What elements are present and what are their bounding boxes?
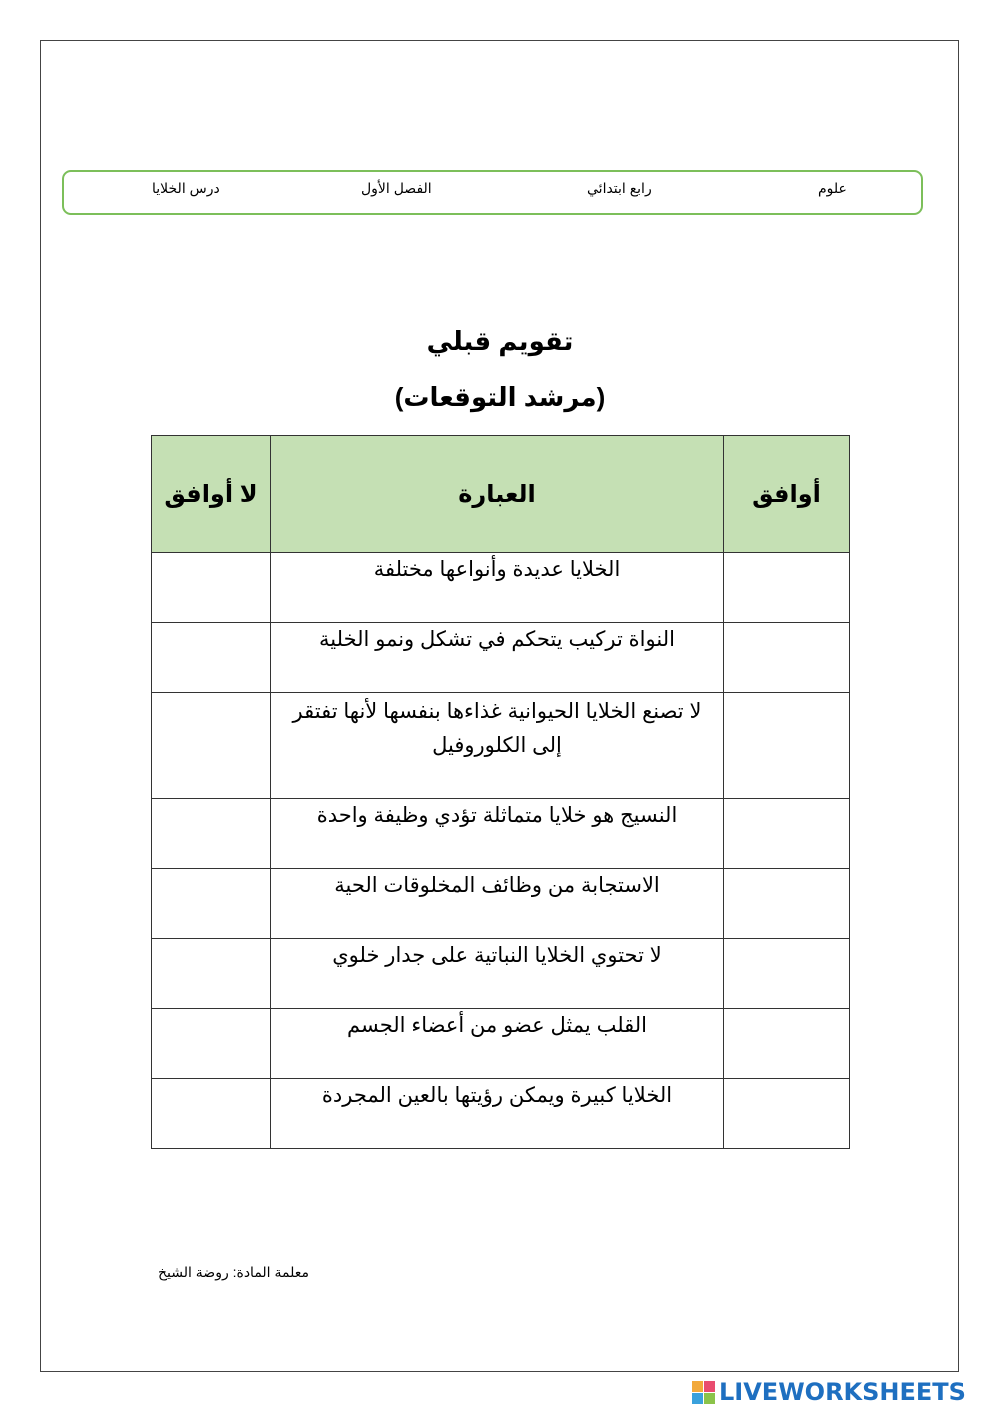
agree-cell[interactable] [724,1009,850,1079]
agree-cell[interactable] [724,693,850,799]
disagree-header: لا أوافق [152,436,271,553]
agree-cell[interactable] [724,1079,850,1149]
table-row [152,623,850,693]
statement-cell: الخلايا عديدة وأنواعها مختلفة [271,553,724,623]
agree-cell[interactable] [724,799,850,869]
table-row [152,869,850,939]
subject-label: علوم [818,180,847,196]
disagree-cell[interactable] [152,1009,271,1079]
statement-cell: القلب يمثل عضو من أعضاء الجسم [271,1009,724,1079]
teacher-name: معلمة المادة: روضة الشيخ [158,1264,309,1280]
lesson-label: درس الخلايا [152,180,220,196]
agree-header: أوافق [724,436,850,553]
statement-cell: الاستجابة من وظائف المخلوقات الحية [271,869,724,939]
statement-cell: لا تصنع الخلايا الحيوانية غذاءها بنفسها لأنها تفتقر إلى الكلوروفيل [271,693,724,799]
disagree-cell[interactable] [152,693,271,799]
disagree-cell[interactable] [152,1079,271,1149]
disagree-cell[interactable] [152,553,271,623]
brand-name: LIVEWORKSHEETS [719,1378,966,1406]
table-header-row [152,436,850,553]
statement-cell: لا تحتوي الخلايا النباتية على جدار خلوي [271,939,724,1009]
info-bar [62,170,923,215]
page-title: تقويم قبلي [426,326,574,356]
statement-cell: النسيج هو خلايا متماثلة تؤدي وظيفة واحدة [271,799,724,869]
disagree-cell[interactable] [152,623,271,693]
grade-label: رابع ابتدائي [587,180,652,196]
statement-header: العبارة [271,436,724,553]
table-row [152,693,850,799]
table-row [152,1009,850,1079]
expectations-table [151,435,850,1149]
term-label: الفصل الأول [361,180,432,196]
liveworksheets-logo-icon [692,1381,715,1404]
table-row [152,799,850,869]
brand-logo[interactable] [692,1375,966,1409]
agree-cell[interactable] [724,869,850,939]
table-row [152,553,850,623]
agree-cell[interactable] [724,553,850,623]
table-row [152,939,850,1009]
disagree-cell[interactable] [152,799,271,869]
table-row [152,1079,850,1149]
statement-cell: الخلايا كبيرة ويمكن رؤيتها بالعين المجردة [271,1079,724,1149]
disagree-cell[interactable] [152,939,271,1009]
statement-cell: النواة تركيب يتحكم في تشكل ونمو الخلية [271,623,724,693]
agree-cell[interactable] [724,623,850,693]
disagree-cell[interactable] [152,869,271,939]
agree-cell[interactable] [724,939,850,1009]
page-subtitle: (مرشد التوقعات) [394,382,606,412]
